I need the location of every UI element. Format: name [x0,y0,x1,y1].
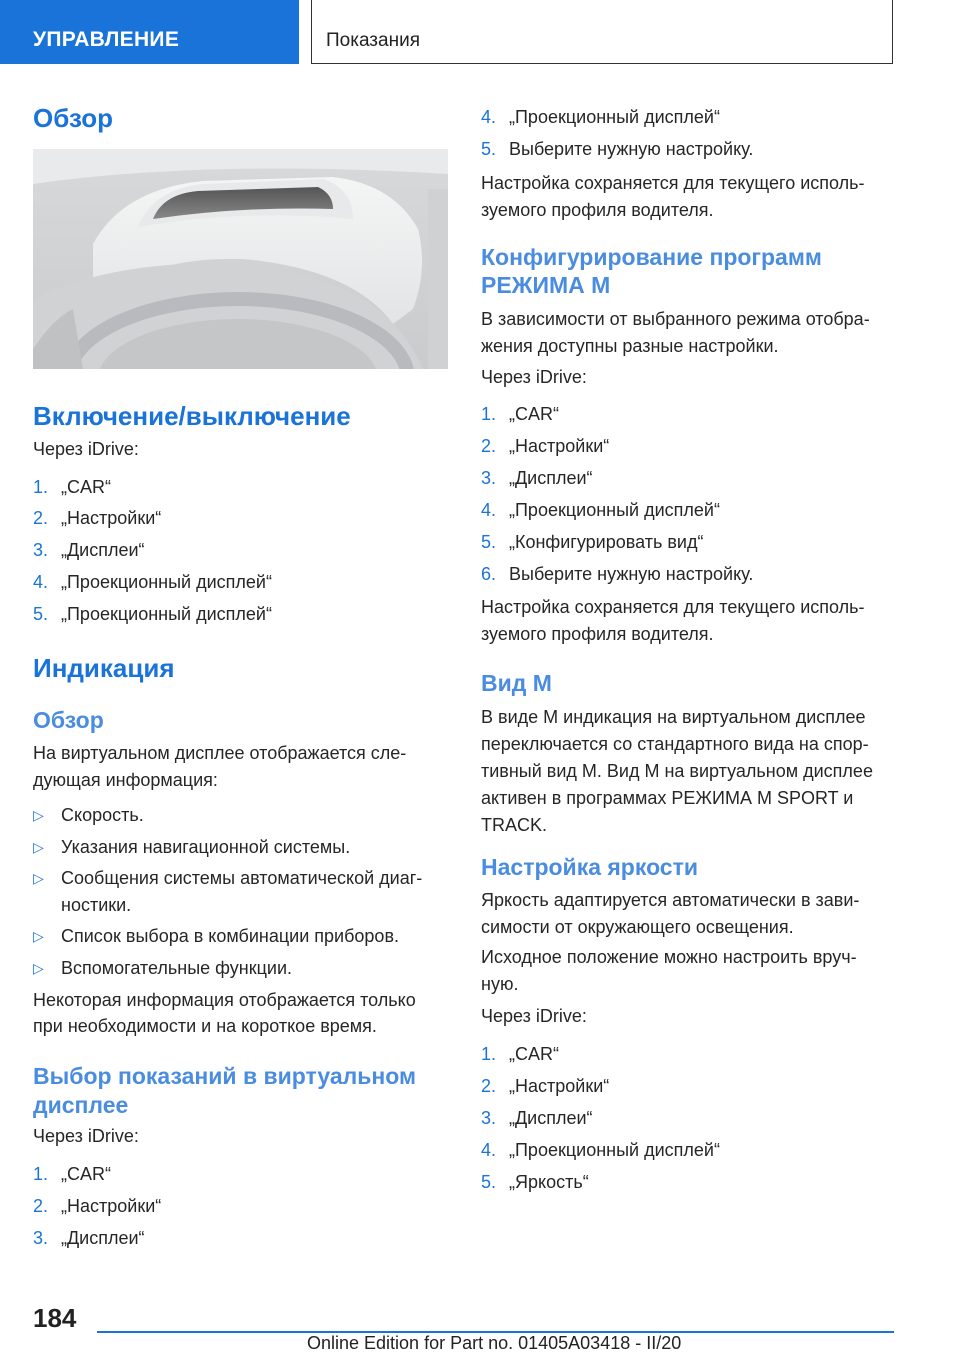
heading-on-off: Включение/выключение [33,401,351,431]
subheading-brightness: Настройка яркости [481,854,699,880]
subheading-select-cont: дисплее [33,1092,129,1118]
config-saved-line: зуемого профиля водителя. [481,624,714,644]
overview-text-line: На виртуальном дисплее отображается сле- [33,743,407,763]
view-m-line: переключается со стандартного вида на спор- [481,734,869,754]
triangle-bullet-icon: ▷ [33,870,44,886]
chapter-title: Показания [326,30,420,51]
onoff-via-text: Через iDrive: [33,439,139,459]
bullet-item: ▷ Вспомогательные функции. [33,955,448,982]
config-saved-line: Настройка сохраняется для текущего исполь- [481,597,865,617]
brightness-line: Яркость адаптируется автоматически в зави- [481,890,860,910]
chapter-box [311,0,893,64]
heading-indication: Индикация [33,653,175,683]
saved-line: зуемого профиля водителя. [481,200,714,220]
triangle-bullet-icon: ▷ [33,960,44,976]
view-m-line: тивный вид М. Вид М на виртуальном дисплее [481,761,873,781]
bullet-item: ▷ Список выбора в комбинации приборов. [33,923,448,950]
subheading-config-cont: РЕЖИМА М [481,272,611,298]
config-text-line: жения доступны разные настройки. [481,336,779,356]
brightness-via-text: Через iDrive: [481,1006,587,1026]
brightness-line: симости от окружающего освещения. [481,917,794,937]
section-tab [0,0,299,64]
config-text-line: В зависимости от выбранного режима отобра- [481,309,870,329]
edition-text: Online Edition for Part no. 01405A03418 - II/20 [307,1333,682,1353]
page-number: 184 [33,1303,77,1333]
view-m-line: активен в программах РЕЖИМА M SPORT и [481,788,854,808]
config-via-text: Через iDrive: [481,367,587,387]
bullet-item: ▷ Скорость. [33,802,448,829]
section-title: УПРАВЛЕНИЕ [33,28,180,51]
saved-line: Настройка сохраняется для текущего исполь- [481,173,865,193]
subheading-config: Конфигурирование программ [481,244,822,270]
triangle-bullet-icon: ▷ [33,839,44,855]
triangle-bullet-icon: ▷ [33,928,44,944]
bullet-item: ▷ Сообщения системы автоматической диаг- ностики. [33,865,448,919]
bullet-item: ▷ Указания навигационной системы. [33,834,448,861]
note-line: Некоторая информация отображается только [33,990,416,1010]
subheading-overview: Обзор [33,707,104,733]
view-m-line: В виде М индикация на виртуальном дисплее [481,707,866,727]
subheading-view-m: Вид М [481,670,552,696]
overview-text-line: дующая информация: [33,770,218,790]
head-up-display-photo [33,149,448,369]
view-m-line: TRACK. [481,815,548,835]
triangle-bullet-icon: ▷ [33,807,44,823]
brightness-line: Исходное положение можно настроить вруч- [481,947,857,967]
note-line: при необходимости и на короткое время. [33,1016,377,1036]
subheading-select: Выбор показаний в виртуальном [33,1063,417,1089]
select-via-text: Через iDrive: [33,1126,139,1146]
heading-overview: Обзор [33,103,113,133]
brightness-line: ную. [481,974,519,994]
